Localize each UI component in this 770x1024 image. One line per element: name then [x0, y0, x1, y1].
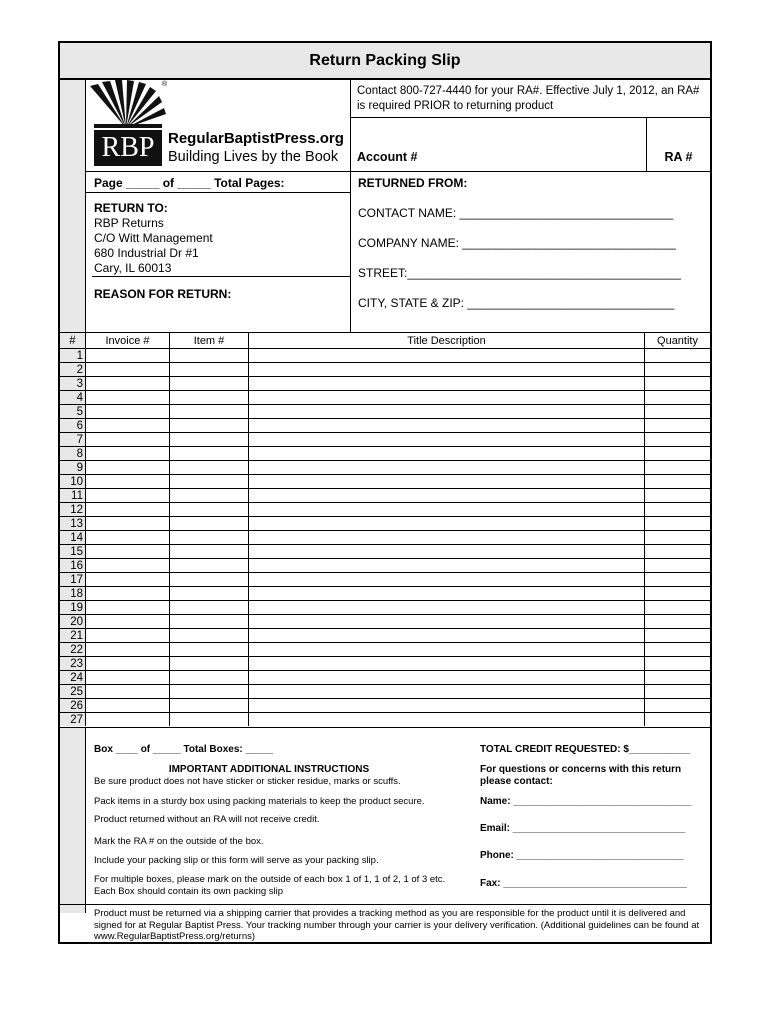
table-row	[60, 642, 710, 656]
row-number: 18	[60, 587, 86, 600]
row-number: 3	[60, 377, 86, 390]
title-description-cell[interactable]	[249, 713, 645, 726]
invoice-cell[interactable]	[86, 405, 170, 418]
row-number: 14	[60, 531, 86, 544]
table-row	[60, 502, 710, 516]
return-address-line: RBP Returns	[94, 216, 164, 230]
row-number: 27	[60, 713, 86, 726]
instructions-heading: IMPORTANT ADDITIONAL INSTRUCTIONS	[168, 764, 370, 775]
title-description-cell[interactable]	[249, 657, 645, 670]
return-packing-slip-form	[58, 41, 712, 944]
item-cell[interactable]	[170, 643, 249, 656]
row-number: 2	[60, 363, 86, 376]
col-header-quantity: Quantity	[657, 334, 698, 347]
account-number-field[interactable]: Account #	[350, 117, 647, 171]
quantity-cell[interactable]	[645, 699, 710, 712]
contact-instructions: Contact 800-727-4440 for your RA#. Effective July 1, 2012, an RA# is required PRIOR to returning product	[350, 80, 710, 117]
footer-shipping-note: Product must be returned via a shipping carrier that provides a tracking method as you are responsible for the product until it is delivered and signed for at Regular Baptist Press. Your tracking number through your carrier is your delivery verification. (Additional guidelines can be found at www.RegularBaptistPress.org/returns)	[94, 908, 700, 942]
invoice-cell[interactable]	[86, 615, 170, 628]
item-cell[interactable]	[170, 349, 249, 362]
row-number: 25	[60, 685, 86, 698]
row-number: 9	[60, 461, 86, 474]
quantity-cell[interactable]	[645, 419, 710, 432]
form-title: Return Packing Slip	[60, 43, 710, 80]
quantity-cell[interactable]	[645, 503, 710, 516]
table-row	[60, 558, 710, 572]
title-description-cell[interactable]	[249, 489, 645, 502]
title-description-cell[interactable]	[249, 419, 645, 432]
invoice-cell[interactable]	[86, 531, 170, 544]
table-row	[60, 516, 710, 530]
quantity-cell[interactable]	[645, 363, 710, 376]
title-description-cell[interactable]	[249, 699, 645, 712]
invoice-cell[interactable]	[86, 461, 170, 474]
quantity-cell[interactable]	[645, 531, 710, 544]
table-row	[60, 530, 710, 544]
item-cell[interactable]	[170, 657, 249, 670]
invoice-cell[interactable]	[86, 391, 170, 404]
item-cell[interactable]	[170, 433, 249, 446]
name-field[interactable]: Name: ________________________________	[480, 796, 692, 807]
item-cell[interactable]	[170, 447, 249, 460]
title-description-cell[interactable]	[249, 475, 645, 488]
item-cell[interactable]	[170, 587, 249, 600]
item-cell[interactable]	[170, 573, 249, 586]
instruction-item: Mark the RA # on the outside of the box.	[94, 836, 264, 847]
item-cell[interactable]	[170, 405, 249, 418]
row-number: 22	[60, 643, 86, 656]
rbp-logo	[86, 80, 350, 171]
title-description-cell[interactable]	[249, 517, 645, 530]
table-row	[60, 614, 710, 628]
item-cell[interactable]	[170, 629, 249, 642]
quantity-cell[interactable]	[645, 349, 710, 362]
quantity-cell[interactable]	[645, 643, 710, 656]
invoice-cell[interactable]	[86, 643, 170, 656]
quantity-cell[interactable]	[645, 545, 710, 558]
quantity-cell[interactable]	[645, 587, 710, 600]
quantity-cell[interactable]	[645, 489, 710, 502]
item-cell[interactable]	[170, 559, 249, 572]
table-row	[60, 348, 710, 362]
row-number: 21	[60, 629, 86, 642]
invoice-cell[interactable]	[86, 349, 170, 362]
questions-contact-note: For questions or concerns with this return please contact:	[480, 764, 682, 787]
return-address-line: Cary, IL 60013	[94, 261, 172, 275]
table-row	[60, 628, 710, 642]
divider	[86, 192, 350, 193]
email-field[interactable]: Email: _______________________________	[480, 823, 686, 834]
invoice-cell[interactable]	[86, 545, 170, 558]
item-cell[interactable]	[170, 601, 249, 614]
quantity-cell[interactable]	[645, 391, 710, 404]
title-description-cell[interactable]	[249, 377, 645, 390]
title-description-cell[interactable]	[249, 447, 645, 460]
row-number: 20	[60, 615, 86, 628]
title-description-cell[interactable]	[249, 615, 645, 628]
phone-field[interactable]: Phone: ______________________________	[480, 850, 684, 861]
returned-from-heading: RETURNED FROM:	[358, 176, 468, 190]
quantity-cell[interactable]	[645, 377, 710, 390]
table-row	[60, 586, 710, 600]
instruction-item: Include your packing slip or this form will serve as your packing slip.	[94, 855, 379, 866]
invoice-cell[interactable]	[86, 517, 170, 530]
row-number: 8	[60, 447, 86, 460]
left-margin-strip	[60, 728, 86, 913]
invoice-cell[interactable]	[86, 503, 170, 516]
quantity-cell[interactable]	[645, 447, 710, 460]
invoice-cell[interactable]	[86, 713, 170, 726]
table-row	[60, 404, 710, 418]
table-header-row	[60, 333, 710, 348]
title-description-cell[interactable]	[249, 601, 645, 614]
invoice-cell[interactable]	[86, 671, 170, 684]
table-row	[60, 544, 710, 558]
instruction-item: Be sure product does not have sticker or sticker residue, marks or scuffs.	[94, 776, 401, 787]
instruction-item: For multiple boxes, please mark on the outside of each box 1 of 1, 1 of 2, 1 of 3 etc. Each Box should contain its own packing slip	[94, 874, 446, 897]
quantity-cell[interactable]	[645, 433, 710, 446]
row-number: 16	[60, 559, 86, 572]
table-row	[60, 712, 710, 726]
col-header-number: #	[60, 333, 86, 348]
quantity-cell[interactable]	[645, 671, 710, 684]
item-cell[interactable]	[170, 461, 249, 474]
item-cell[interactable]	[170, 377, 249, 390]
reason-for-return-field[interactable]: REASON FOR RETURN:	[94, 287, 232, 301]
contact-name-field[interactable]: CONTACT NAME: ________________________________	[358, 206, 674, 220]
col-header-item: Item #	[170, 333, 249, 348]
page-count-field[interactable]: Page _____ of _____ Total Pages:	[94, 176, 285, 190]
title-description-cell[interactable]	[249, 587, 645, 600]
company-name-field[interactable]: COMPANY NAME: ________________________________	[358, 236, 676, 250]
logo-brand: RBP	[101, 132, 155, 163]
invoice-cell[interactable]	[86, 685, 170, 698]
invoice-cell[interactable]	[86, 587, 170, 600]
divider	[60, 904, 710, 905]
total-credit-field[interactable]: TOTAL CREDIT REQUESTED: $___________	[480, 744, 691, 755]
row-number: 1	[60, 349, 86, 362]
item-cell[interactable]	[170, 671, 249, 684]
row-number: 5	[60, 405, 86, 418]
title-description-cell[interactable]	[249, 433, 645, 446]
table-row	[60, 600, 710, 614]
logo-site: RegularBaptistPress.org	[168, 130, 344, 147]
quantity-cell[interactable]	[645, 615, 710, 628]
row-number: 4	[60, 391, 86, 404]
title-description-cell[interactable]	[249, 349, 645, 362]
invoice-cell[interactable]	[86, 433, 170, 446]
logo-tagline: Building Lives by the Book	[168, 149, 339, 165]
left-margin-strip	[60, 80, 86, 332]
quantity-cell[interactable]	[645, 573, 710, 586]
invoice-cell[interactable]	[86, 559, 170, 572]
table-row	[60, 390, 710, 404]
table-row	[60, 446, 710, 460]
street-field[interactable]: STREET:_________________________________________	[358, 266, 681, 280]
row-number: 24	[60, 671, 86, 684]
title-description-cell[interactable]	[249, 405, 645, 418]
item-cell[interactable]	[170, 531, 249, 544]
table-row	[60, 432, 710, 446]
title-description-cell[interactable]	[249, 573, 645, 586]
title-description-cell[interactable]	[249, 685, 645, 698]
title-description-cell[interactable]	[249, 629, 645, 642]
return-address-line: 680 Industrial Dr #1	[94, 246, 199, 260]
title-description-cell[interactable]	[249, 559, 645, 572]
table-row	[60, 572, 710, 586]
fax-field[interactable]: Fax: _________________________________	[480, 878, 687, 889]
table-row	[60, 670, 710, 684]
table-row	[60, 474, 710, 488]
invoice-cell[interactable]	[86, 363, 170, 376]
title-description-cell[interactable]	[249, 503, 645, 516]
quantity-cell[interactable]	[645, 713, 710, 726]
row-number: 15	[60, 545, 86, 558]
divider	[350, 171, 351, 332]
item-cell[interactable]	[170, 489, 249, 502]
item-cell[interactable]	[170, 699, 249, 712]
item-cell[interactable]	[170, 503, 249, 516]
table-row	[60, 684, 710, 698]
table-row	[60, 460, 710, 474]
quantity-cell[interactable]	[645, 601, 710, 614]
table-row	[60, 488, 710, 502]
col-header-title: Title Description	[249, 333, 645, 348]
return-to-heading: RETURN TO:	[94, 201, 168, 215]
quantity-cell[interactable]	[645, 657, 710, 670]
row-number: 6	[60, 419, 86, 432]
row-number: 10	[60, 475, 86, 488]
divider	[60, 727, 710, 728]
title-description-cell[interactable]	[249, 363, 645, 376]
quantity-cell[interactable]	[645, 559, 710, 572]
invoice-cell[interactable]	[86, 489, 170, 502]
invoice-cell[interactable]	[86, 377, 170, 390]
item-cell[interactable]	[170, 419, 249, 432]
table-row	[60, 656, 710, 670]
col-header-invoice: Invoice #	[86, 333, 170, 348]
ra-number-field[interactable]: RA #	[647, 117, 710, 171]
divider	[92, 276, 350, 277]
item-cell[interactable]	[170, 545, 249, 558]
invoice-cell[interactable]	[86, 447, 170, 460]
divider	[86, 171, 710, 172]
title-description-cell[interactable]	[249, 391, 645, 404]
table-row	[60, 376, 710, 390]
quantity-cell[interactable]	[645, 475, 710, 488]
box-count-field[interactable]: Box ____ of _____ Total Boxes: _____	[94, 744, 274, 755]
item-cell[interactable]	[170, 363, 249, 376]
quantity-cell[interactable]	[645, 405, 710, 418]
invoice-cell[interactable]	[86, 573, 170, 586]
invoice-cell[interactable]	[86, 657, 170, 670]
invoice-cell[interactable]	[86, 475, 170, 488]
invoice-cell[interactable]	[86, 601, 170, 614]
item-cell[interactable]	[170, 713, 249, 726]
row-number: 26	[60, 699, 86, 712]
title-description-cell[interactable]	[249, 671, 645, 684]
row-number: 13	[60, 517, 86, 530]
item-cell[interactable]	[170, 615, 249, 628]
table-row	[60, 362, 710, 376]
item-cell[interactable]	[170, 475, 249, 488]
title-description-cell[interactable]	[249, 643, 645, 656]
item-cell[interactable]	[170, 685, 249, 698]
row-number: 19	[60, 601, 86, 614]
title-description-cell[interactable]	[249, 545, 645, 558]
instruction-item: Product returned without an RA will not receive credit.	[94, 814, 320, 825]
quantity-cell[interactable]	[645, 517, 710, 530]
row-number: 17	[60, 573, 86, 586]
invoice-cell[interactable]	[86, 629, 170, 642]
city-state-zip-field[interactable]: CITY, STATE & ZIP: _______________________________	[358, 296, 675, 310]
row-number: 11	[60, 489, 86, 502]
table-row	[60, 698, 710, 712]
row-number: 23	[60, 657, 86, 670]
item-cell[interactable]	[170, 517, 249, 530]
invoice-cell[interactable]	[86, 419, 170, 432]
invoice-cell[interactable]	[86, 699, 170, 712]
row-number: 7	[60, 433, 86, 446]
quantity-cell[interactable]	[645, 629, 710, 642]
table-row	[60, 418, 710, 432]
title-description-cell[interactable]	[249, 461, 645, 474]
quantity-cell[interactable]	[645, 461, 710, 474]
registered-mark: ®	[162, 81, 168, 88]
instruction-item: Pack items in a sturdy box using packing materials to keep the product secure.	[94, 796, 425, 807]
item-cell[interactable]	[170, 391, 249, 404]
row-number: 12	[60, 503, 86, 516]
return-address-line: C/O Witt Management	[94, 231, 213, 245]
quantity-cell[interactable]	[645, 685, 710, 698]
title-description-cell[interactable]	[249, 531, 645, 544]
